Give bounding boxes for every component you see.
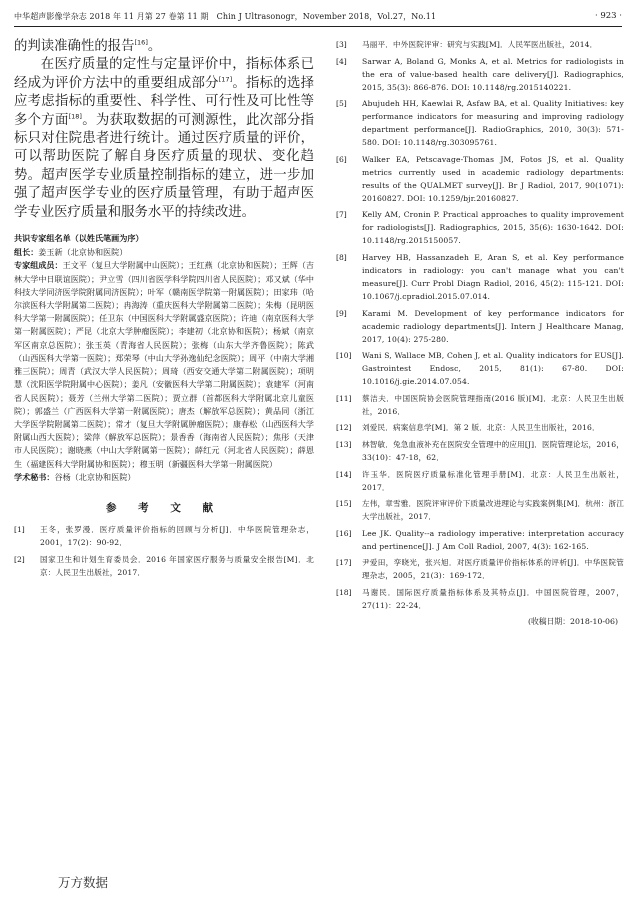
committee-title: 共识专家组名单（以姓氏笔画为序） xyxy=(14,233,144,244)
reference-item: [7] Kelly AM, Cronin P. Practical approaches to quality improvement for radiologists[J]. Radiographics, 2015, 35(6): 1630-1642. DOI: 10.1148/rg.2015150057. xyxy=(336,210,624,246)
reference-item: [4] Sarwar A, Boland G, Monks A, et al. Metrics for radiologists in the era of value-based health care delivery[J]. Radiographics, 2015, 35(3): 866-876. DOI: 10.1148/rg.2015140221. xyxy=(336,56,624,92)
reference-item: [5] Abujudeh HH, Kaewlai R, Asfaw BA, et al. Quality Initiatives: key performance indicators for measuring and improving radiology department performance[J]. RadioGraphics, 2010, 30(3): 571-580. DOI: 10.1148/rg.303095761. xyxy=(336,99,624,148)
committee-leader: 组长：姜玉新（北京协和医院） xyxy=(14,247,128,258)
citation-18: [18] xyxy=(68,112,82,121)
reference-item: [12] 刘爱民．病案信息学[M]．第 2 版．北京：人民卫生出版社，2016． xyxy=(336,423,600,433)
reference-item: [18] 马谢民．国际医疗质量指标体系及其特点[J]．中国医院管理，2007，27(11)：22-24． xyxy=(336,587,624,610)
reference-item: [11] 蔡洁夫．中国医院协会医院管理指南(2016 版)[M]．北京：人民卫生出版社，2016． xyxy=(336,393,624,416)
paragraph-2: 在医疗质量的定性与定量评价中，指标体系已经成为评价方法中的重要组成部分[17]。指标的选择应考虑指标的重要性、科学性、可行性及可比性等多个方面[18]。为获取数据的可测源性，此次部分指标只对住院患者进行统计。通过医疗质量的评价，可以帮助医院了解自身医疗质量的现状、变化趋势。超声医学专业质量控制指标的建立，进一步加强了超声医学专业的医疗质量管理，有助于超声医学专业医疗质量和服务水平的持续改进。 xyxy=(14,57,315,220)
reference-item: [10] Wani S, Wallace MB, Cohen J, et al. Quality indicators for EUS[J]. Gastrointest Endosc, 2015, 81(1): 67-80. DOI: 10.1016/j.gie.2014.07.054. xyxy=(336,351,624,387)
reference-item: [8] Harvey HB, Hassanzadeh E, Aran S, et al. Key performance indicators in radiology: you can't manage what you can't measure[J]. Curr Probl Diagn Radiol, 2016, 45(2): 115-121. DOI: 10.1067/j.cpradiol.2015.07.014. xyxy=(336,252,624,301)
reference-item: [6] Walker EA, Petscavage-Thomas JM, Fotos JS, et al. Quality metrics currently used in academic radiology departments: results of the QUALMET survey[J]. Br J Radiol, 2017, 90(1071): 20160827. DOI: 10.1259/bjr.20160827. xyxy=(336,154,624,203)
committee-secretary: 学术秘书：谷杨（北京协和医院） xyxy=(14,471,136,482)
references-list-left xyxy=(14,523,314,579)
reference-item: [17] 尹爱田，孪晓光，张兴旭．对医疗质量评价指标体系的评析[J]．中华医院管理杂志，2005，21(3)：169-172． xyxy=(336,558,624,581)
page-number: · 923 · xyxy=(594,11,622,21)
citation-16: [16] xyxy=(134,38,148,47)
references-heading: 参 考 文 献 xyxy=(106,501,222,514)
expert-committee xyxy=(14,232,314,484)
wanfang-watermark: 万方数据 xyxy=(58,875,109,890)
received-date: (收稿日期：2018-10-06) xyxy=(527,616,618,626)
right-column xyxy=(336,38,624,627)
committee-members: 专家组成员：王文平（复旦大学附属中山医院）；王红燕（北京协和医院）；王辉（吉林大学中日联谊医院）；尹立雪（四川省医学科学院四川省人民医院）；邓又斌（华中科技大学同济医学院附属同济医院）；叶军（赣南医学院第一附属医院）；田家玮（哈尔滨医科大学附属第二医院）；冉海涛（重庆医科大学附属第二医院）；朱梅（昆明医科大学第一附属医院）；任卫东（中国医科大学附属盛京医院）；许迪（南京医科大学第一附属医院）；严昆（北京大学肿瘤医院）；李建初（北京协和医院）；杨斌（南京军区南京总医院）；张玉英（青海省人民医院）；张梅（山东大学齐鲁医院）；陈武（山西医科大学第一医院）；郑荣琴（中山大学孙逸仙纪念医院）；周平（中南大学湘雅三医院）；周青（武汉大学人民医院）；周琦（西安交通大学第二附属医院）；项明慧（沈阳医学院附属中心医院）；姜凡（安徽医科大学第二附属医院）；袁建军（河南省人民医院）；聂芳（兰州大学第二医院）；贾立群（首都医科大学附属北京儿童医院）；郭盛兰（广西医科大学第一附属医院）；唐杰（解放军总医院）；黄品同（浙江大学医学院附属第二医院）；常才（复旦大学附属肿瘤医院）；康春松（山西医科大学附属山西大医院）；梁萍（解放军总医院）；景香香（海南省人民医院）；焦彤（天津市人民医院）；谢晓燕（中山大学附属第一医院）；薛红元（河北省人民医院）；薛恩生（福建医科大学附属协和医院）；穆玉明（新疆医科大学第一附属医院） xyxy=(14,260,314,469)
citation-17: [17] xyxy=(218,75,233,84)
running-header xyxy=(14,9,622,27)
reference-item: [13] 林智敏．兔急血液补充在医院安全管理中的应用[J]．医院管理论坛，2016，33(10)：47-18，62． xyxy=(336,439,624,462)
left-column xyxy=(14,38,314,583)
reference-item: [2] 国家卫生和计划生育委员会．2016 年国家医疗服务与质量安全报告[M]．北京：人民卫生出版社，2017． xyxy=(14,554,314,577)
reference-item: [9] Karami M. Development of key performance indicators for academic radiology departments[J]. Intern J Healthcare Manag, 2017, 10(4): 275-280. xyxy=(336,308,624,344)
references-list-right xyxy=(336,38,624,612)
reference-item: [3] 马丽平．中外医院评审：研究与实践[M]．人民军医出版社，2014． xyxy=(336,40,598,49)
reference-item: [16] Lee JK. Quality--a radiology imperative: interpretation accuracy and pertinence[J]. J Am Coll Radiol, 2007, 4(3): 162-165. xyxy=(336,528,624,551)
journal-citation: 中华超声影像学杂志 2018 年 11 月第 27 卷第 11 期 Chin J Ultrasonogr，November 2018，Vol.27，No.11 xyxy=(14,12,437,21)
reference-item: [15] 左伟，章雪雅．医院评审评价下质量改进理论与实践案例集[M]．杭州：浙江大学出版社，2017． xyxy=(336,499,624,522)
paragraph-1: 的判读准确性的报告[16]。 xyxy=(14,38,162,54)
body-text xyxy=(14,38,314,222)
reference-item: [14] 许玉华．医院医疗质量标准化管理手册[M]．北京：人民卫生出版社，2017． xyxy=(336,469,624,492)
reference-item: [1] 王冬，张罗漫．医疗质量评价指标的回顾与分析[J]．中华医院管理杂志，2001，17(2)：90-92． xyxy=(14,524,314,547)
